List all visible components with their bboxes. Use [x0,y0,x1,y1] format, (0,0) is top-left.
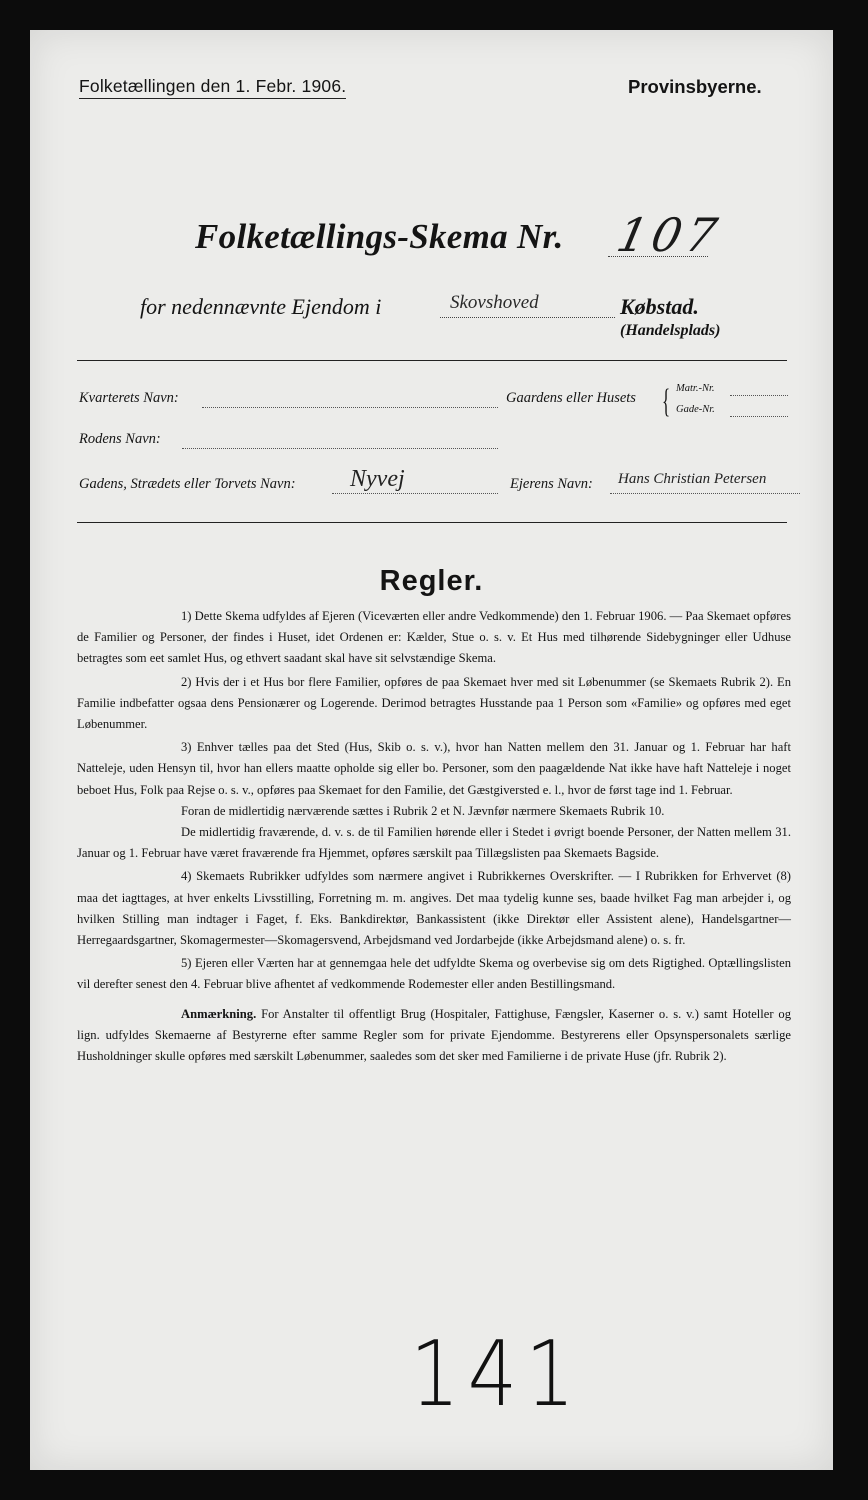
gade-label: Gadens, Strædets eller Torvets Navn: [79,476,296,492]
matr-label: Matr.-Nr. [676,383,715,394]
region-header: Provinsbyerne. [628,76,762,97]
rule-3: 3) Enhver tælles paa det Sted (Hus, Skib o. s. v.), hvor han Natten mellem den 31. Januar og 1. Februar har haft Natteleje, uden Hensyn til, hvor han ellers maatte opholde sig eller bo. Personer, som den paagældende Nat ikke have haft Natteleje i noget beboet Hus, Folk paa Rejse o. s. v., opføres paa Skemaet for den Familie, det Gæstgiversted e. l., hvor de først tage ind 1. Februar. [77,740,791,797]
gade-nr-label: Gade-Nr. [676,404,715,415]
kobstad-label: Købstad. [620,294,699,319]
rule-5: 5) Ejeren eller Værten har at gennemgaa hele det udfyldte Skema og overbevise sig om dets Rigtighed. Optællingslisten vil derefter senest den 4. Februar blive afhentet af vedkommende Rodemester eller anden Bestillingsmand. [77,956,791,992]
form-number-handwritten: 107 [612,208,727,262]
ejer-line [610,493,800,494]
ejer-value-handwritten: Hans Christian Petersen [618,471,767,487]
rode-line [182,448,498,449]
kvarter-label: Kvarterets Navn: [79,390,179,406]
rule-2: 2) Hvis der i et Hus bor flere Familier, opføres de paa Skemaet hver med sit Løbenummer (se Skemaets Rubrik 2). En Familie indbefatter ogsaa dens Pensionærer og Logerende. Derimod betragtes Husstande paa 1 Person som «Familie» og opføres med eget Løbenummer. [77,674,791,732]
rule-4: 4) Skemaets Rubrikker udfyldes som nærmere angivet i Rubrikkernes Overskrifter. — I Rubrikken for Erhvervet (8) maa det iagttages, at hver enkelts Livsstilling, Forretning m. m. angives. Det maa tydelig kunne ses, baade hvilket Fag man arbejder i, og hvilken Stilling man indtager i Faget, f. Eks. Bankdirektør, Bankassistent (ikke Direktør eller Assistent alene), Handelsgartner— Herregaardsgartner, Skomagermester—Skomagersvend, Arbejdsmand ved Jordarbejde (ikke Arbejdsmand alene) o. s. fr. [77,869,791,948]
gade-nr-line [730,416,788,417]
brace: { [662,383,671,420]
annotation-label: Anmærkning. [181,1006,257,1021]
gade-line [332,493,498,494]
rule-3c: De midlertidig fraværende, d. v. s. de til Familien hørende eller i Stedet i øvrigt boende Personer, der Natten mellem 31. Januar og 1. Februar have været fraværende fra Hjemmet, opføres særskilt paa Tillægslisten paa Skemaets Bagside. [77,825,791,861]
rode-label: Rodens Navn: [79,431,161,447]
annotation [77,1004,791,1068]
kvarter-line [202,407,498,408]
form-subtitle: for nedennævnte Ejendom i [140,294,382,319]
town-line [440,317,615,318]
rules-heading: Regler. [379,565,484,597]
gaard-label: Gaardens eller Husets [506,390,636,406]
handelsplads-label: (Handelsplads) [620,322,721,339]
census-date-header: Folketællingen den 1. Febr. 1906. [79,76,346,99]
rule-1: 1) Dette Skema udfyldes af Ejeren (Viceværten eller andre Vedkommende) den 1. Februar 1906. — Paa Skemaet opføres de Familier og Personer, der findes i Huset, idet Ordenen er: Kælder, Stue o. s. v. Et Hus med tilhørende Sidebygninger eller Udhuse betragtes som eet samlet Hus, og ethvert saadant skal have sit selvstændige Skema. [77,609,791,666]
ejer-label: Ejerens Navn: [510,476,593,492]
page-number-handwritten: 141 [410,1323,583,1427]
bottom-divider [77,522,787,523]
census-form-page [30,30,833,1470]
town-handwritten: Skovshoved [450,292,539,313]
gade-value-handwritten: Nyvej [350,466,405,492]
annotation-text: For Anstalter til offentligt Brug (Hospitaler, Fattighuse, Fængsler, Kaserner o. s. v.) samt Hoteller og lign. udfyldes Skemaerne af Bestyrerne efter samme Regler som for private Ejendomme. Bestyrerens eller Opsynspersonalets særlige Husholdninger skulle opføres med særskilt Løbenummer, saaledes som det sker med Familierne i de private Huse (jfr. Rubrik 2). [77,1006,791,1064]
form-title: Folketællings-Skema Nr. [195,217,564,256]
rule-3b: Foran de midlertidig nærværende sættes i Rubrik 2 et N. Jævnfør nærmere Skemaets Rubrik 10. [181,803,665,818]
top-divider [77,360,787,361]
matr-line [730,395,788,396]
rules-body [77,606,791,1067]
